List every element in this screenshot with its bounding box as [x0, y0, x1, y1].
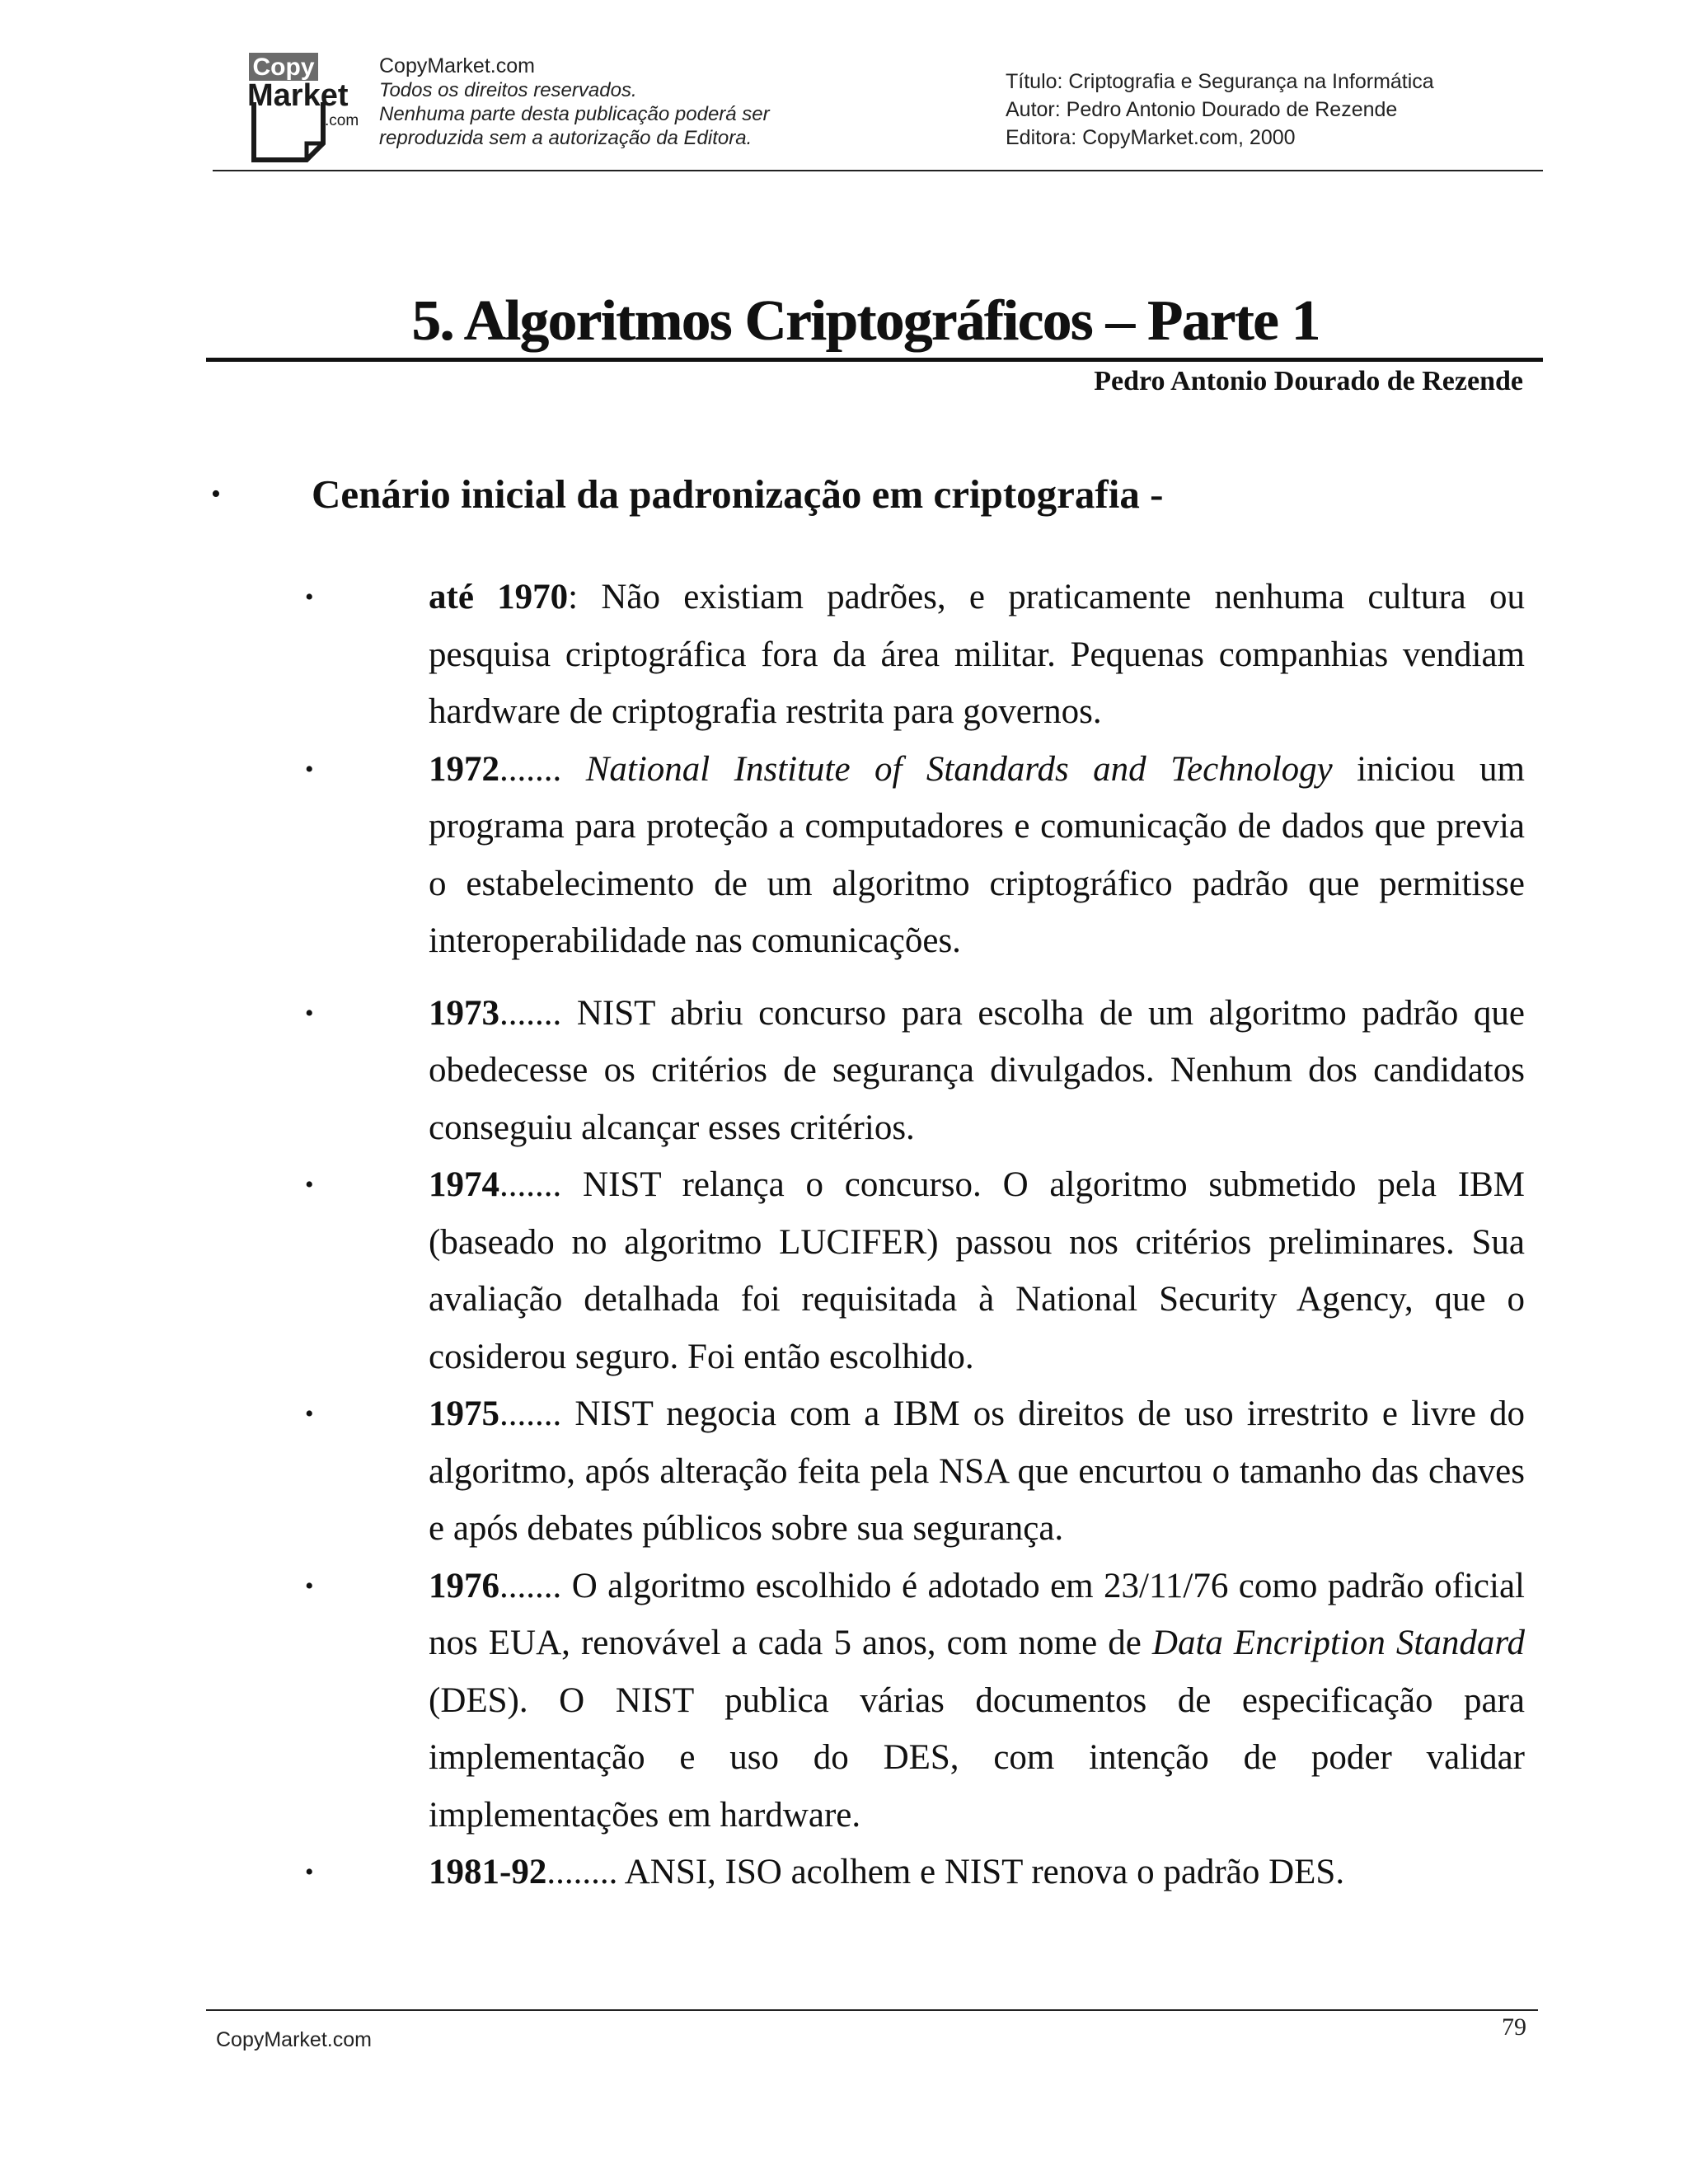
timeline-text: NIST negocia com a IBM os direitos de uso irrestrito e livre do algoritmo, após alteração feita pela NSA que encurtou o tamanho das chaves e após debates públicos sobre sua segurança. [429, 1394, 1526, 1548]
timeline-text: iniciou um programa para proteção a computadores e comunicação de dados que previa o estabelecimento de um algoritmo criptográfico padrão que permitisse interoperabilidade nas comunicações. [429, 749, 1525, 960]
timeline-emphasis: Data Encription Standard [1151, 1624, 1525, 1662]
bullet-icon: • [305, 999, 314, 1027]
copymarket-logo [247, 51, 361, 166]
header-divider [213, 170, 1543, 171]
timeline-text: Não existiam padrões, e praticamente nenhuma cultura ou pesquisa criptográfica fora da área militar. Pequenas companhias vendiam hardware de criptografia restrita para governos. [429, 578, 1525, 731]
section-bullet-icon: • [211, 479, 221, 509]
timeline-year: 1972 [429, 749, 499, 789]
timeline-item-1975 [305, 1385, 1525, 1558]
timeline-emphasis: National Institute of Standards and Technology [585, 749, 1333, 789]
timeline-item-1981-92 [305, 1844, 1525, 1901]
svg-text:Market: Market [247, 78, 349, 113]
book-author: Autor: Pedro Antonio Dourado de Rezende [1006, 98, 1398, 121]
chapter-title: 5. Algoritmos Criptográficos – Parte 1 [411, 289, 1320, 353]
book-publisher: Editora: CopyMarket.com, 2000 [1006, 126, 1296, 149]
timeline-text-continued: (DES). O NIST publica várias documentos de especificação para implementação e uso do DES, com intenção de poder validar implementações em hardware. [429, 1680, 1525, 1835]
timeline-year: 1975 [429, 1394, 499, 1433]
bullet-icon: • [305, 1858, 314, 1886]
timeline-year: 1973 [429, 993, 499, 1033]
timeline-separator: ....... [499, 1165, 584, 1204]
timeline-year: 1976 [429, 1566, 499, 1605]
svg-text:.com: .com [325, 112, 359, 129]
timeline-separator: ....... [499, 749, 586, 789]
publisher-notice [379, 54, 874, 150]
chapter-author: Pedro Antonio Dourado de Rezende [1094, 366, 1523, 396]
publisher-site: CopyMarket.com [379, 54, 535, 77]
book-title: Título: Criptografia e Segurança na Informática [1006, 70, 1434, 93]
timeline-text: NIST relança o concurso. O algoritmo submetido pela IBM (baseado no algoritmo LUCIFER) passou nos critérios preliminares. Sua avaliação detalhada foi requisitada à National Security Agency, que o cosiderou seguro. Foi então escolhido. [429, 1165, 1525, 1376]
bullet-icon: • [305, 1400, 314, 1427]
timeline-year: 1974 [429, 1165, 499, 1204]
timeline-text: O algoritmo escolhido é adotado em 23/11/76 como padrão oficial nos EUA, renovável a cada 5 anos, com nome de [429, 1566, 1525, 1662]
page-number: 79 [1502, 2013, 1526, 2041]
timeline-item-1976 [305, 1558, 1525, 1844]
bullet-icon: • [305, 583, 314, 611]
timeline-item-1970 [305, 569, 1525, 741]
rights-line-1: Todos os direitos reservados. [379, 79, 637, 101]
timeline-item-1972 [305, 741, 1525, 970]
book-info [1006, 68, 1533, 152]
bullet-icon: • [305, 755, 314, 783]
timeline-year: 1981-92 [429, 1853, 547, 1891]
timeline-separator: ....... [499, 1394, 575, 1433]
timeline-item-1974 [305, 1156, 1525, 1385]
timeline-separator: ....... [499, 993, 577, 1033]
svg-text:Copy: Copy [252, 54, 315, 81]
rights-line-3: reproduzida sem a autorização da Editora. [379, 127, 753, 149]
timeline-separator: ........ [546, 1853, 625, 1891]
timeline-item-1973 [305, 985, 1525, 1157]
timeline-separator: ....... [499, 1566, 572, 1605]
section-heading: Cenário inicial da padronização em criptografia - [312, 471, 1164, 517]
bullet-icon: • [305, 1572, 314, 1600]
bullet-icon: • [305, 1171, 314, 1198]
timeline-year: até 1970 [429, 578, 569, 616]
rights-line-2: Nenhuma parte desta publicação poderá ser [379, 103, 770, 125]
timeline-text: ANSI, ISO acolhem e NIST renova o padrão DES. [624, 1853, 1345, 1891]
footer-divider [206, 2009, 1538, 2011]
timeline-text: NIST abriu concurso para escolha de um algoritmo padrão que obedecesse os critérios de segurança divulgados. Nenhum dos candidatos conseguiu alcançar esses critérios. [429, 993, 1525, 1147]
standardization-timeline [305, 569, 1525, 1901]
timeline-separator: : [568, 578, 602, 616]
footer-site: CopyMarket.com [216, 2028, 372, 2051]
